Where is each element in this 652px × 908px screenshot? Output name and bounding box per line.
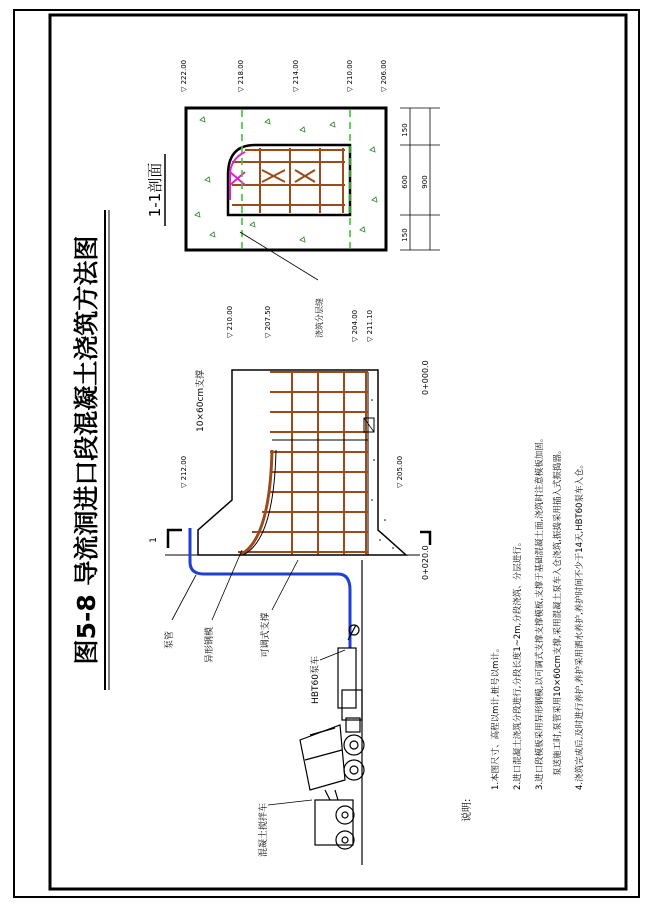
- pump-truck: [338, 625, 364, 780]
- note-3b: 泵送施工时,泵管采用10×60cm支撑,采用混凝土泵车入仓浇筑,振捣采用插入式振捣器。: [553, 445, 563, 776]
- pump-system: [163, 528, 364, 865]
- label-template: 异形钢模: [205, 626, 215, 664]
- dim-total: 900: [421, 175, 429, 189]
- label-pump-pipe: 泵管: [165, 630, 175, 650]
- svg-text:▽ 205.00: ▽ 205.00: [396, 455, 404, 488]
- note-4: 4.浇筑完成后,及时进行养护,养护采用洒水养护,养护时间不少于14天,HBT60泵车入仓。: [575, 460, 585, 790]
- svg-text:▽ 218.00: ▽ 218.00: [237, 59, 245, 92]
- drawing-title: 图5-8 导流洞进口段混凝土浇筑方法图: [72, 235, 101, 665]
- svg-text:▽ 214.00: ▽ 214.00: [292, 59, 300, 92]
- note-2: 2.进口混凝土浇筑分段进行,分段长度1~2m,分段浇筑、分层进行。: [513, 537, 523, 790]
- svg-text:▽ 210.00: ▽ 210.00: [226, 305, 234, 338]
- cut-mark-label: 1: [149, 537, 159, 543]
- label-mixer: 混凝土搅拌车: [259, 802, 269, 858]
- svg-text:0+020.0: 0+020.0: [421, 545, 430, 580]
- svg-text:▽ 212.00: ▽ 212.00: [180, 455, 188, 488]
- svg-text:0+000.0: 0+000.0: [421, 360, 430, 395]
- notes-heading: 说明:: [462, 798, 473, 822]
- title-group: [72, 210, 109, 690]
- label-pump: HBT60泵车: [311, 656, 321, 704]
- dim-2: 600: [401, 175, 409, 189]
- structure-outline: [198, 370, 406, 555]
- svg-text:▽ 211.10: ▽ 211.10: [366, 309, 374, 342]
- note-3: 3.进口段模板采用异形钢模,以可调式支撑支撑模板,支撑于基础混凝土面,浇筑时注意模板加固。: [535, 433, 545, 790]
- dim-3: 150: [401, 228, 409, 242]
- svg-text:▽ 222.00: ▽ 222.00: [180, 59, 188, 92]
- svg-text:▽ 207.50: ▽ 207.50: [264, 305, 272, 338]
- label-support: 可调式支撑: [261, 612, 271, 658]
- cut-marker-left: [168, 530, 182, 548]
- section-elevations: [180, 60, 388, 92]
- section-1-1: [146, 60, 440, 338]
- section-callout: 浇筑分层缝: [315, 298, 324, 338]
- svg-text:▽ 210.00: ▽ 210.00: [346, 59, 354, 92]
- section-title: 1-1剖面: [146, 162, 164, 218]
- note-1: 1.本图尺寸、高程以m计,桩号以m计。: [491, 643, 501, 790]
- scaffold-note: 10×60cm支撑: [196, 369, 206, 432]
- svg-text:▽ 206.00: ▽ 206.00: [380, 59, 388, 92]
- equipment-labels: [163, 612, 321, 857]
- cut-marker-right: [420, 532, 430, 545]
- svg-text:▽ 204.00: ▽ 204.00: [351, 309, 359, 342]
- dim-1: 150: [401, 123, 409, 137]
- notes: [460, 434, 585, 822]
- mixer-truck: [300, 725, 354, 849]
